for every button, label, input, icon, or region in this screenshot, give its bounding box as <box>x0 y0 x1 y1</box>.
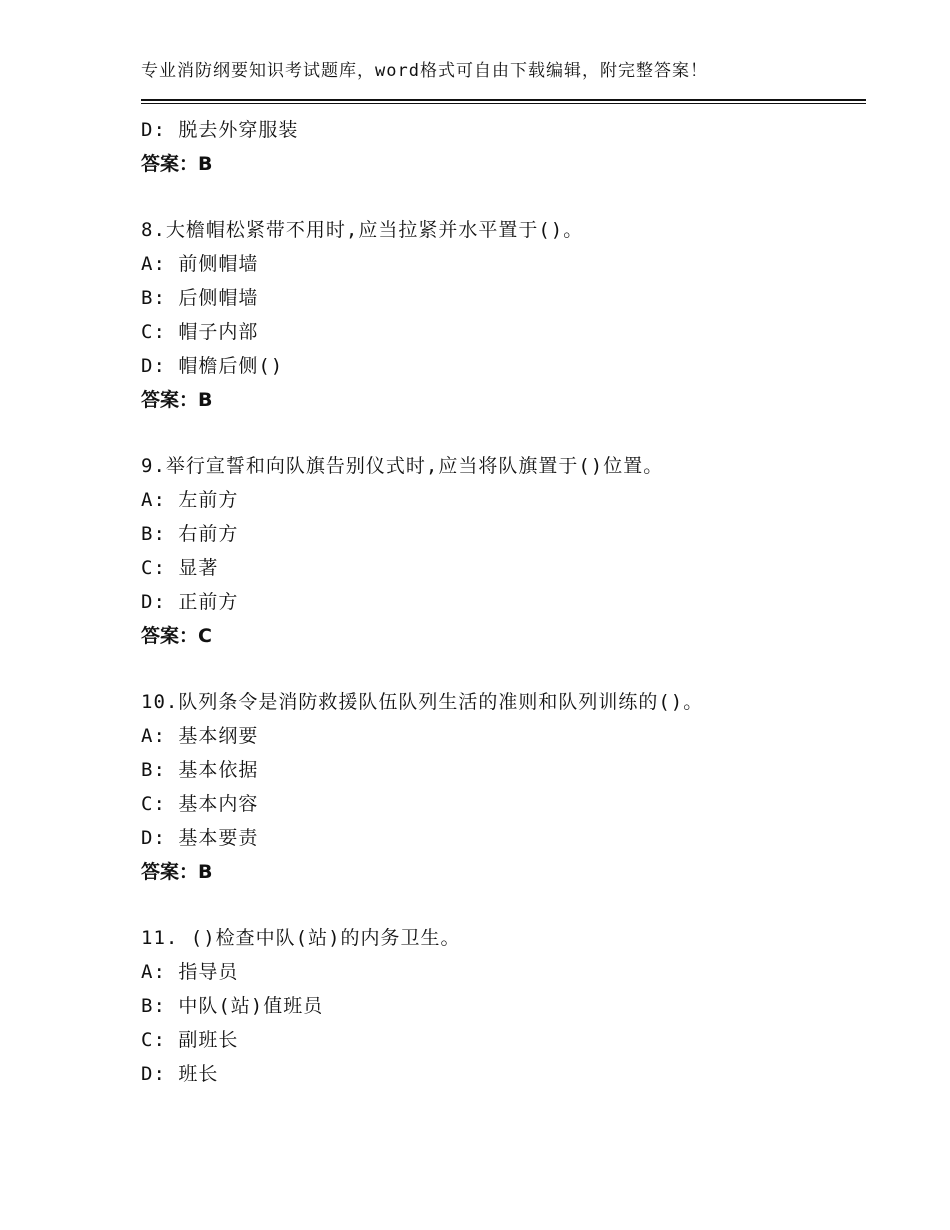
answer-line: 答案：B <box>141 153 213 175</box>
answer-line: 答案：B <box>141 389 213 411</box>
question-line: C: 副班长 <box>141 1029 239 1051</box>
question-spacer <box>141 653 866 685</box>
question-line: D: 帽檐后侧() <box>141 355 284 377</box>
question-line: B: 基本依据 <box>141 759 259 781</box>
question-spacer <box>141 889 866 921</box>
question-line: C: 基本内容 <box>141 793 259 815</box>
question-line: D: 脱去外穿服装 <box>141 119 299 141</box>
header-rule-thin <box>141 103 866 104</box>
question-line: D: 正前方 <box>141 591 239 613</box>
question-line: A: 前侧帽墙 <box>141 253 259 275</box>
question-spacer <box>141 181 866 213</box>
question-line: B: 中队(站)值班员 <box>141 995 324 1017</box>
page-header: 专业消防纲要知识考试题库，word格式可自由下载编辑，附完整答案！ <box>141 61 708 81</box>
question-line: A: 指导员 <box>141 961 239 983</box>
question-spacer <box>141 417 866 449</box>
question-line: D: 基本要责 <box>141 827 259 849</box>
question-line: D: 班长 <box>141 1063 219 1085</box>
question-line: 11. ()检查中队(站)的内务卫生。 <box>141 927 461 949</box>
question-line: 10.队列条令是消防救援队伍队列生活的准则和队列训练的()。 <box>141 691 704 713</box>
question-line: 8.大檐帽松紧带不用时,应当拉紧并水平置于()。 <box>141 219 584 241</box>
question-list <box>141 113 866 1091</box>
question-line: 9.举行宣誓和向队旗告别仪式时,应当将队旗置于()位置。 <box>141 455 664 477</box>
question-line: C: 帽子内部 <box>141 321 259 343</box>
question-line: B: 后侧帽墙 <box>141 287 259 309</box>
question-line: A: 基本纲要 <box>141 725 259 747</box>
header-rule-thick <box>141 99 866 101</box>
question-line: B: 右前方 <box>141 523 239 545</box>
answer-line: 答案：C <box>141 625 212 647</box>
answer-line: 答案：B <box>141 861 213 883</box>
question-line: C: 显著 <box>141 557 219 579</box>
question-line: A: 左前方 <box>141 489 239 511</box>
